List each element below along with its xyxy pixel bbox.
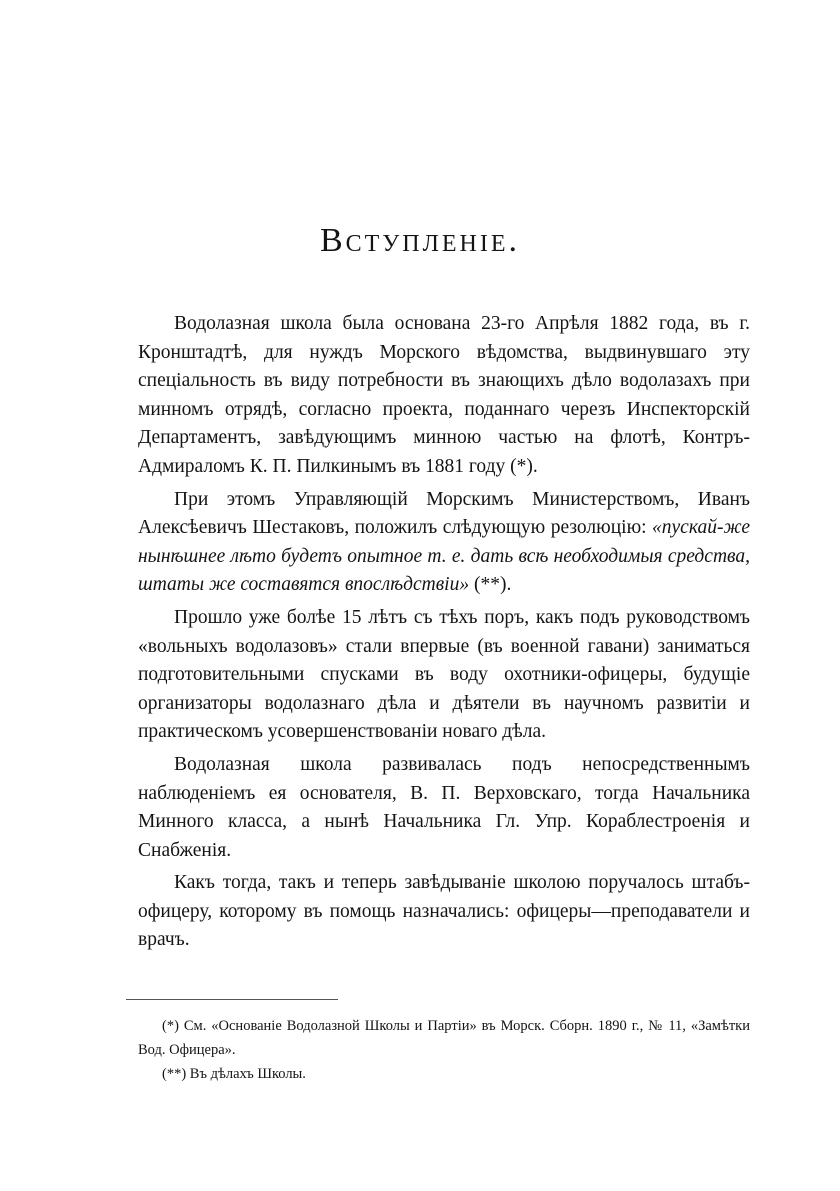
paragraph-founding: Водолазная школа была основана 23-го Апрѣля 1882 года, въ г. Кронштадтѣ, для нуждъ Морского вѣдомства, выдвинувшаго эту спеціальность въ виду потребности въ знающихъ дѣло водолазахъ при минномъ отрядѣ, согласно проекта, поданнаго черезъ Инспекторскій Департаментъ, завѣдующимъ минною частью на флотѣ, Контръ-Адмираломъ К. П. Пилкинымъ въ 1881 году (*). [138,313,750,477]
footnote-1: (*) См. «Основаніе Водолазной Школы и Партіи» въ Морск. Сборн. 1890 г., № 11, «Замѣтки Вод. Офицера». [138,1018,750,1058]
resolution-quote: «пускай-же нынѣшнее лѣто будетъ опытное т. е. дать всѣ необходимыя средства, штаты же составятся впослѣдствіи» [138,517,750,596]
paragraph-history: Прошло уже болѣе 15 лѣтъ съ тѣхъ поръ, какъ подъ руководствомъ «вольныхъ водолазовъ» стали впервые (въ военной гавани) заниматься подготовительными спусками въ воду охотники-офицеры, будущіе организаторы водолазнаго дѣла и дѣятели въ научномъ развитіи и практическомъ усовершенствованіи новаго дѣла. [138,606,750,743]
footnote-divider [126,999,338,1000]
chapter-body [138,310,750,959]
footnote-2: (**) Въ дѣлахъ Школы. [162,1066,306,1082]
resolution-intro: При этомъ Управляющій Морскимъ Министерствомъ, Иванъ Алексѣевичъ Шестаковъ, положилъ слѣдующую резолюцію: [138,488,750,539]
paragraph-resolution [138,486,750,600]
chapter-title: Вступленіе. [319,222,521,259]
footnotes [138,1014,750,1086]
paragraph-development: Водолазная школа развивалась подъ непосредственнымъ наблюденіемъ ея основателя, В. П. Верховскаго, тогда Начальника Минного класса, а нынѣ Начальника Гл. Упр. Кораблестроенія и Снабженія. [138,753,750,861]
resolution-note-ref: (**). [469,574,512,596]
paragraph-management: Какъ тогда, такъ и теперь завѣдываніе школою поручалось штабъ-офицеру, которому въ помощь назначались: офицеры—преподаватели и врачъ. [138,872,750,951]
